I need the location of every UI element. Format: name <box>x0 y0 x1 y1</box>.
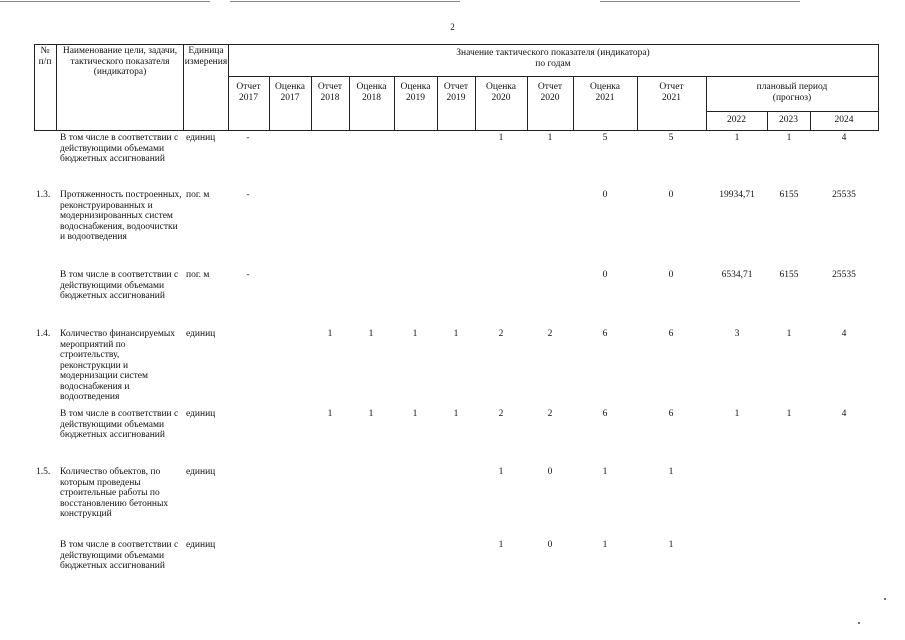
row-value: 4 <box>841 409 847 419</box>
row-value: 0 <box>547 467 553 477</box>
page-number: 2 <box>450 22 455 32</box>
row-value: 1 <box>547 133 553 143</box>
row-value: - <box>246 190 250 200</box>
row-value: - <box>246 270 250 280</box>
row-value: 0 <box>668 270 674 280</box>
row-indicator-name: В том числе в соответствии с действующими объемами бюджетных ассигнований <box>60 270 179 301</box>
row-value: 1 <box>498 467 504 477</box>
row-value: 0 <box>668 190 674 200</box>
row-value: 2 <box>547 409 553 419</box>
row-value: 1 <box>786 409 792 419</box>
row-value: 1 <box>453 409 459 419</box>
row-value: 1 <box>786 329 792 339</box>
row-value: 1 <box>498 540 504 550</box>
row-value: 1 <box>368 329 374 339</box>
row-number: 1.5. <box>36 467 51 477</box>
row-indicator-name: В том числе в соответствии с действующими объемами бюджетных ассигнований <box>60 540 179 571</box>
row-value: 4 <box>841 329 847 339</box>
header-year: Оценка 2017 <box>275 82 305 103</box>
row-value: 1 <box>412 409 418 419</box>
row-value: 1 <box>453 329 459 339</box>
header-year: Оценка 2018 <box>356 82 387 103</box>
header-year: Отчет 2017 <box>236 82 261 103</box>
row-value: - <box>246 133 250 143</box>
row-value: 19934,71 <box>719 190 755 200</box>
row-value: 1 <box>786 133 792 143</box>
header-year: Отчет 2018 <box>317 82 343 103</box>
header-plan-year: 2022 <box>727 115 746 125</box>
row-value: 6155 <box>779 190 799 200</box>
row-value: 6 <box>668 329 674 339</box>
row-value: 1 <box>498 133 504 143</box>
header-year: Отчет 2021 <box>659 82 684 103</box>
scan-speck <box>884 598 886 600</box>
header-plan-period: плановый период (прогноз) <box>756 82 828 103</box>
row-value: 5 <box>668 133 674 143</box>
header-plan-year: 2023 <box>779 115 798 125</box>
row-value: 1 <box>734 409 740 419</box>
row-unit: единиц <box>186 329 216 339</box>
row-value: 6534,71 <box>721 270 753 280</box>
row-value: 1 <box>327 329 333 339</box>
row-value: 3 <box>734 329 740 339</box>
row-unit: пог. м <box>186 190 210 200</box>
row-indicator-name: В том числе в соответствии с действующими объемами бюджетных ассигнований <box>60 409 179 440</box>
row-value: 2 <box>547 329 553 339</box>
header-values-by-year: Значение тактического показателя (индикатора) по годам <box>456 48 650 69</box>
row-value: 1 <box>602 467 608 477</box>
row-value: 0 <box>602 270 608 280</box>
scan-edge-line <box>0 1 210 2</box>
row-value: 1 <box>734 133 740 143</box>
header-number: № п/п <box>38 46 52 67</box>
row-indicator-name: Протяженность построенных, реконструированных и модернизированных систем водоснабжения, водоочистки и водоотведения <box>60 190 182 242</box>
row-value: 6155 <box>779 270 799 280</box>
row-value: 1 <box>668 467 674 477</box>
row-unit: единиц <box>186 409 216 419</box>
header-year: Оценка 2021 <box>590 82 620 103</box>
row-number: 1.4. <box>36 329 51 339</box>
row-value: 1 <box>327 409 333 419</box>
row-unit: единиц <box>186 540 216 550</box>
row-indicator-name: Количество объектов, по которым проведены строительные работы по восстановлению бетонных конструкций <box>60 467 169 519</box>
scan-edge-line <box>600 1 800 2</box>
row-value: 6 <box>602 409 608 419</box>
row-value: 6 <box>602 329 608 339</box>
row-value: 2 <box>498 409 504 419</box>
header-year: Оценка 2020 <box>486 82 516 103</box>
header-plan-year: 2024 <box>834 115 854 125</box>
row-value: 0 <box>547 540 553 550</box>
row-value: 1 <box>368 409 374 419</box>
row-value: 4 <box>841 133 847 143</box>
row-unit: единиц <box>186 133 216 143</box>
row-indicator-name: В том числе в соответствии с действующими объемами бюджетных ассигнований <box>60 133 179 164</box>
row-value: 1 <box>412 329 418 339</box>
row-unit: единиц <box>186 467 216 477</box>
row-value: 1 <box>602 540 608 550</box>
row-indicator-name: Количество финансируемых мероприятий по строительству, реконструкции и модернизации систем водоснабжения и водоотведения <box>60 329 175 402</box>
header-year: Отчет 2020 <box>537 82 563 103</box>
row-value: 2 <box>498 329 504 339</box>
header-indicator-name: Наименование цели, задачи, тактического показателя (индикатора) <box>62 46 178 77</box>
row-value: 5 <box>602 133 608 143</box>
header-year: Отчет 2019 <box>443 82 469 103</box>
row-value: 0 <box>602 190 608 200</box>
row-value: 1 <box>668 540 674 550</box>
row-value: 25535 <box>832 270 856 280</box>
row-number: 1.3. <box>36 190 51 200</box>
row-value: 6 <box>668 409 674 419</box>
scan-edge-line <box>230 1 460 2</box>
header-year: Оценка 2019 <box>400 82 431 103</box>
row-unit: пог. м <box>186 270 210 280</box>
header-unit: Единица измерения <box>184 46 228 67</box>
scan-speck <box>858 622 860 624</box>
row-value: 25535 <box>832 190 856 200</box>
